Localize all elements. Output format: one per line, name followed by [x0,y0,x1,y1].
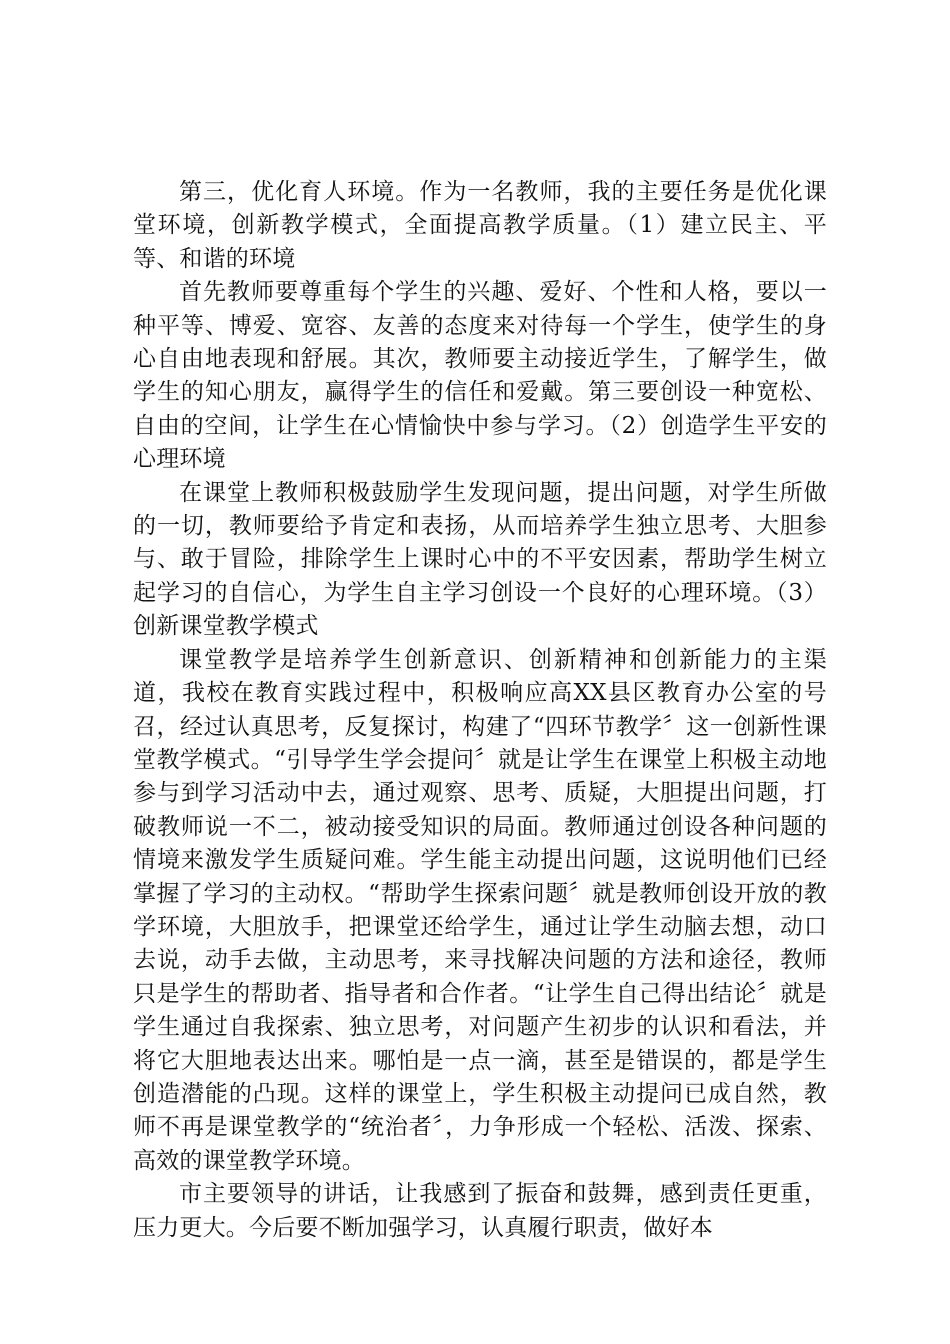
paragraph-psychological-environment: 在课堂上教师积极鼓励学生发现问题，提出问题，对学生所做的一切，教师要给予肯定和表扬，从而培养学生独立思考、大胆参与、敢于冒险，排除学生上课时心中的不平安因素，帮助学生树立起学习的自信心，为学生自主学习创设一个良好的心理环境。（3）创新课堂教学模式 [133,479,827,640]
paragraph-optimize-environment: 第三，优化育人环境。作为一名教师，我的主要任务是优化课堂环境，创新教学模式，全面提高教学质量。（1）建立民主、平等、和谐的环境 [133,179,827,272]
document-page [133,176,827,1245]
paragraph-democratic-environment: 首先教师要尊重每个学生的兴趣、爱好、个性和人格，要以一种平等、博爱、宽容、友善的态度来对待每一个学生，使学生的身心自由地表现和舒展。其次，教师要主动接近学生，了解学生，做学生的知心朋友，赢得学生的信任和爱戴。第三要创设一种宽松、自由的空间，让学生在心情愉快中参与学习。（2）创造学生平安的心理环境 [133,279,827,473]
paragraph-leader-speech: 市主要领导的讲话，让我感到了振奋和鼓舞，感到责任更重，压力更大。今后要不断加强学习，认真履行职责，做好本 [133,1181,827,1241]
paragraph-teaching-model: 课堂教学是培养学生创新意识、创新精神和创新能力的主渠道，我校在教育实践过程中，积极响应高XX县区教育办公室的号召，经过认真思考，反复探讨，构建了“四环节教学〞这一创新性课堂教学模式。“引导学生学会提问〞就是让学生在课堂上积极主动地参与到学习活动中去，通过观察、思考、质疑，大胆提出问题，打破教师说一不二，被动接受知识的局面。教师通过创设各种问题的情境来激发学生质疑问难。学生能主动提出问题，这说明他们已经掌握了学习的主动权。“帮助学生探索问题〞就是教师创设开放的教学环境，大胆放手，把课堂还给学生，通过让学生动脑去想，动口去说，动手去做，主动思考，来寻找解决问题的方法和途径，教师只是学生的帮助者、指导者和合作者。“让学生自己得出结论〞就是学生通过自我探索、独立思考，对问题产生初步的认识和看法，并将它大胆地表达出来。哪怕是一点一滴，甚至是错误的，都是学生创造潜能的凸现。这样的课堂上，学生积极主动提问已成自然，教师不再是课堂教学的“统治者〞，力争形成一个轻松、活泼、探索、高效的课堂教学环境。 [133,646,827,1174]
